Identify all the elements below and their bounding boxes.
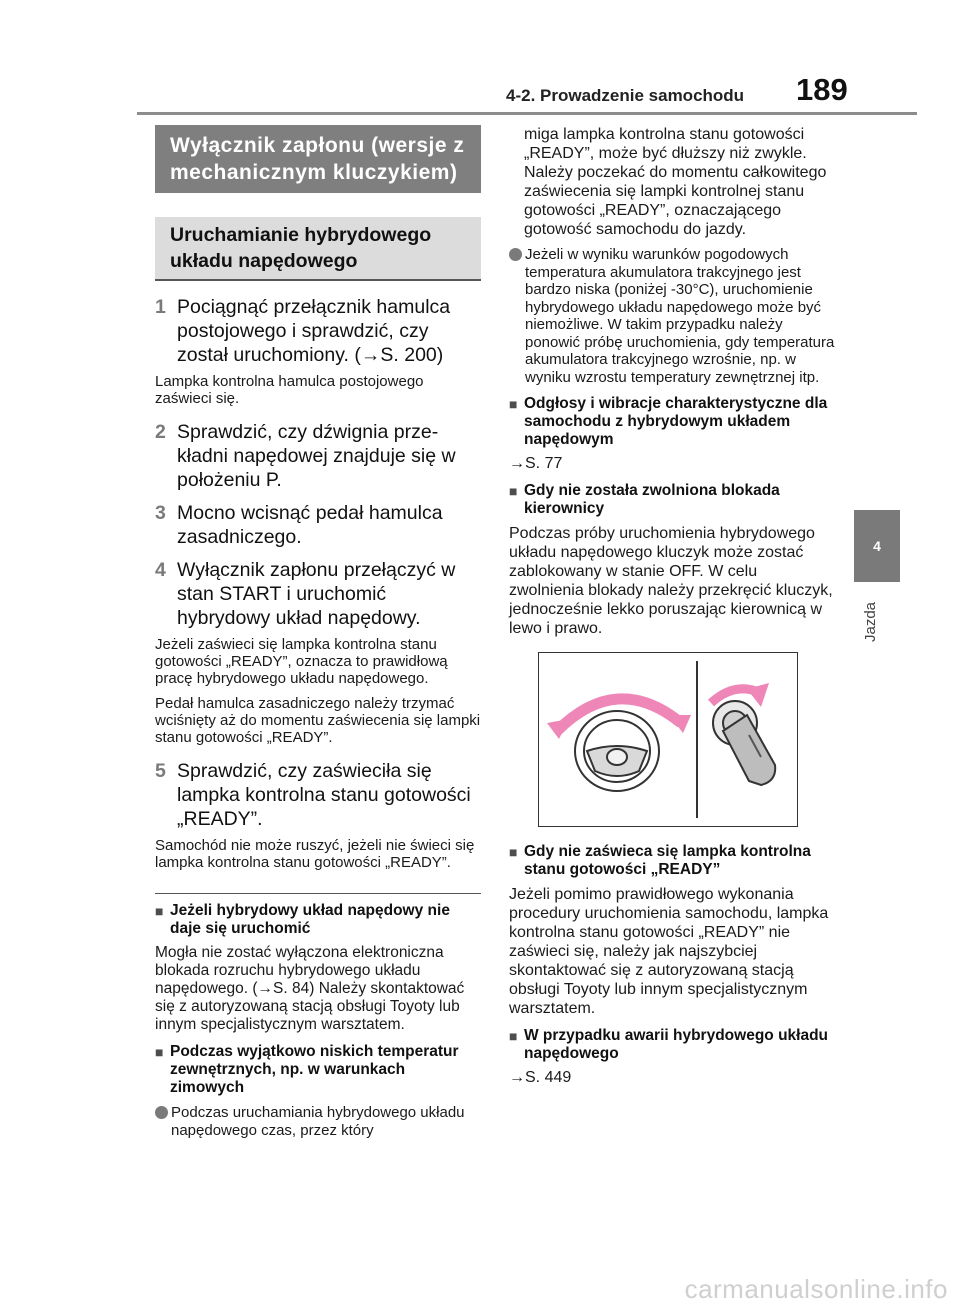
steering-wheel-icon: [575, 711, 659, 791]
info-heading: ■ W przypadku awarii hybrydowego układu napędowego: [509, 1027, 829, 1062]
page-reference: →S. 449: [509, 1069, 572, 1086]
ignition-key-icon: [713, 701, 775, 785]
bullet-continuation: miga lampka kontrolna stanu gotowości „READY”, może być dłuższy niż zwykle. Należy poczekać do momentu całkowitego zaświecenia się lampki kontrolnej stanu gotowości „READY”, oznaczającego gotowość samochodu do jazdy.: [524, 126, 827, 238]
subsection-heading: Uruchamianie hybrydowego układu napędowego: [155, 217, 481, 281]
step-5-note: Samochód nie może ruszyć, jeżeli nie świeci się lampka kontrolna stanu gotowości „READY”.: [155, 837, 475, 871]
square-bullet-icon: ■: [509, 396, 518, 412]
step-4-note-2: Pedał hamulca zasadniczego należy trzymać wciśnięty aż do momentu zaświecenia się lampki stanu gotowości „READY”.: [155, 695, 481, 746]
chapter-tab: 4: [854, 510, 900, 582]
step-4: 4 Wyłącznik zapłonu przełączyć w stan START i uruchomić hybrydowy układ napędowy.: [155, 559, 456, 629]
steering-key-illustration: [538, 652, 798, 827]
left-column: [155, 125, 481, 1139]
info-paragraph: Mogła nie zostać wyłączona elektroniczna blokada rozruchu hybrydowego układu napędowego. (→S. 84) Należy skontaktować się z autoryzowaną stacją obsługi Toyoty lub innym specjalistycznym warsztatem.: [155, 944, 465, 1033]
circle-bullet-icon: [155, 1106, 168, 1119]
square-bullet-icon: ■: [509, 483, 518, 499]
info-heading: ■ Odgłosy i wibracje charakterystyczne dla samochodu z hybrydowym układem napędowym: [509, 395, 828, 448]
page-number: 189: [796, 72, 848, 107]
square-bullet-icon: ■: [155, 1044, 164, 1060]
header-rule: [137, 112, 917, 115]
step-5: 5 Sprawdzić, czy zaświeciła się lampka kontrolna stanu gotowości „READY”.: [155, 760, 471, 830]
section-heading: Wyłącznik zapłonu (wersje z mechanicznym kluczykiem): [155, 125, 481, 193]
info-paragraph: Podczas próby uruchomienia hybrydowego układu napędowego kluczyk może zostać zablokowany w stanie OFF. W celu zwolnienia blokady należy przekręcić kluczyk, jednocześnie lekko poruszając kierownicą w lewo i prawo.: [509, 525, 833, 637]
right-column: [509, 125, 835, 1087]
info-heading: ■ Podczas wyjątkowo niskich temperatur zewnętrznych, np. w warunkach zimowych: [155, 1043, 459, 1096]
watermark: carmanualsonline.info: [684, 1274, 948, 1304]
bullet-item: Podczas uruchamiania hybrydowego układu napędowego czas, przez który: [155, 1104, 481, 1139]
step-1: 1 Pociągnąć przełącznik hamulca postojowego i sprawdzić, czy został uruchomiony. (→S. 200): [155, 296, 451, 366]
square-bullet-icon: ■: [509, 844, 518, 860]
step-2: 2 Sprawdzić, czy dźwignia przekładni napędowej znajduje się w położeniu P.: [155, 421, 456, 491]
arrow-head-right-icon: [669, 715, 691, 733]
chapter-label: Jazda: [862, 601, 879, 643]
step-1-note: Lampka kontrolna hamulca postojowego zaświeci się.: [155, 373, 424, 407]
bullet-item: Jeżeli w wyniku warunków pogodowych temperatura akumulatora trakcyjnego jest bardzo niska (poniżej -30°C), uruchomienie hybrydowego układu napędowego może być niemożliwe. W takim przypadku należy ponowić próbę uruchomienia, gdy temperatura akumulatora trakcyjnego wzrośnie, np. w wyniku wzrostu temperatury zewnętrznej itp.: [509, 246, 835, 386]
square-bullet-icon: ■: [509, 1028, 518, 1044]
step-4-note: Jeżeli zaświeci się lampka kontrolna stanu gotowości „READY”, oznacza to prawidłową pracę hybrydowego układu napędowego.: [155, 636, 448, 687]
page-reference: →S. 77: [509, 455, 563, 472]
step-3: 3 Mocno wcisnąć pedał hamulca zasadniczego.: [155, 502, 443, 548]
info-heading: ■ Gdy nie zaświeca się lampka kontrolna stanu gotowości „READY”: [509, 843, 811, 878]
circle-bullet-icon: [509, 248, 522, 261]
section-title: 4-2. Prowadzenie samochodu: [506, 86, 745, 105]
rotate-arrow-icon: [557, 699, 681, 731]
info-heading: ■ Jeżeli hybrydowy układ napędowy nie daje się uruchomić: [155, 902, 450, 937]
square-bullet-icon: ■: [155, 903, 164, 919]
info-paragraph: Jeżeli pomimo prawidłowego wykonania procedury uruchomienia samochodu, lampka kontrolna stanu gotowości „READY” nie zaświeci się, należy jak najszybciej skontaktować się z autoryzowaną stacją obsługi Toyoty lub innym specjalistycznym warsztatem.: [509, 886, 829, 1017]
info-heading: ■ Gdy nie została zwolniona blokada kierownicy: [509, 482, 780, 517]
illustration-svg: [539, 653, 797, 826]
divider: [155, 893, 481, 894]
